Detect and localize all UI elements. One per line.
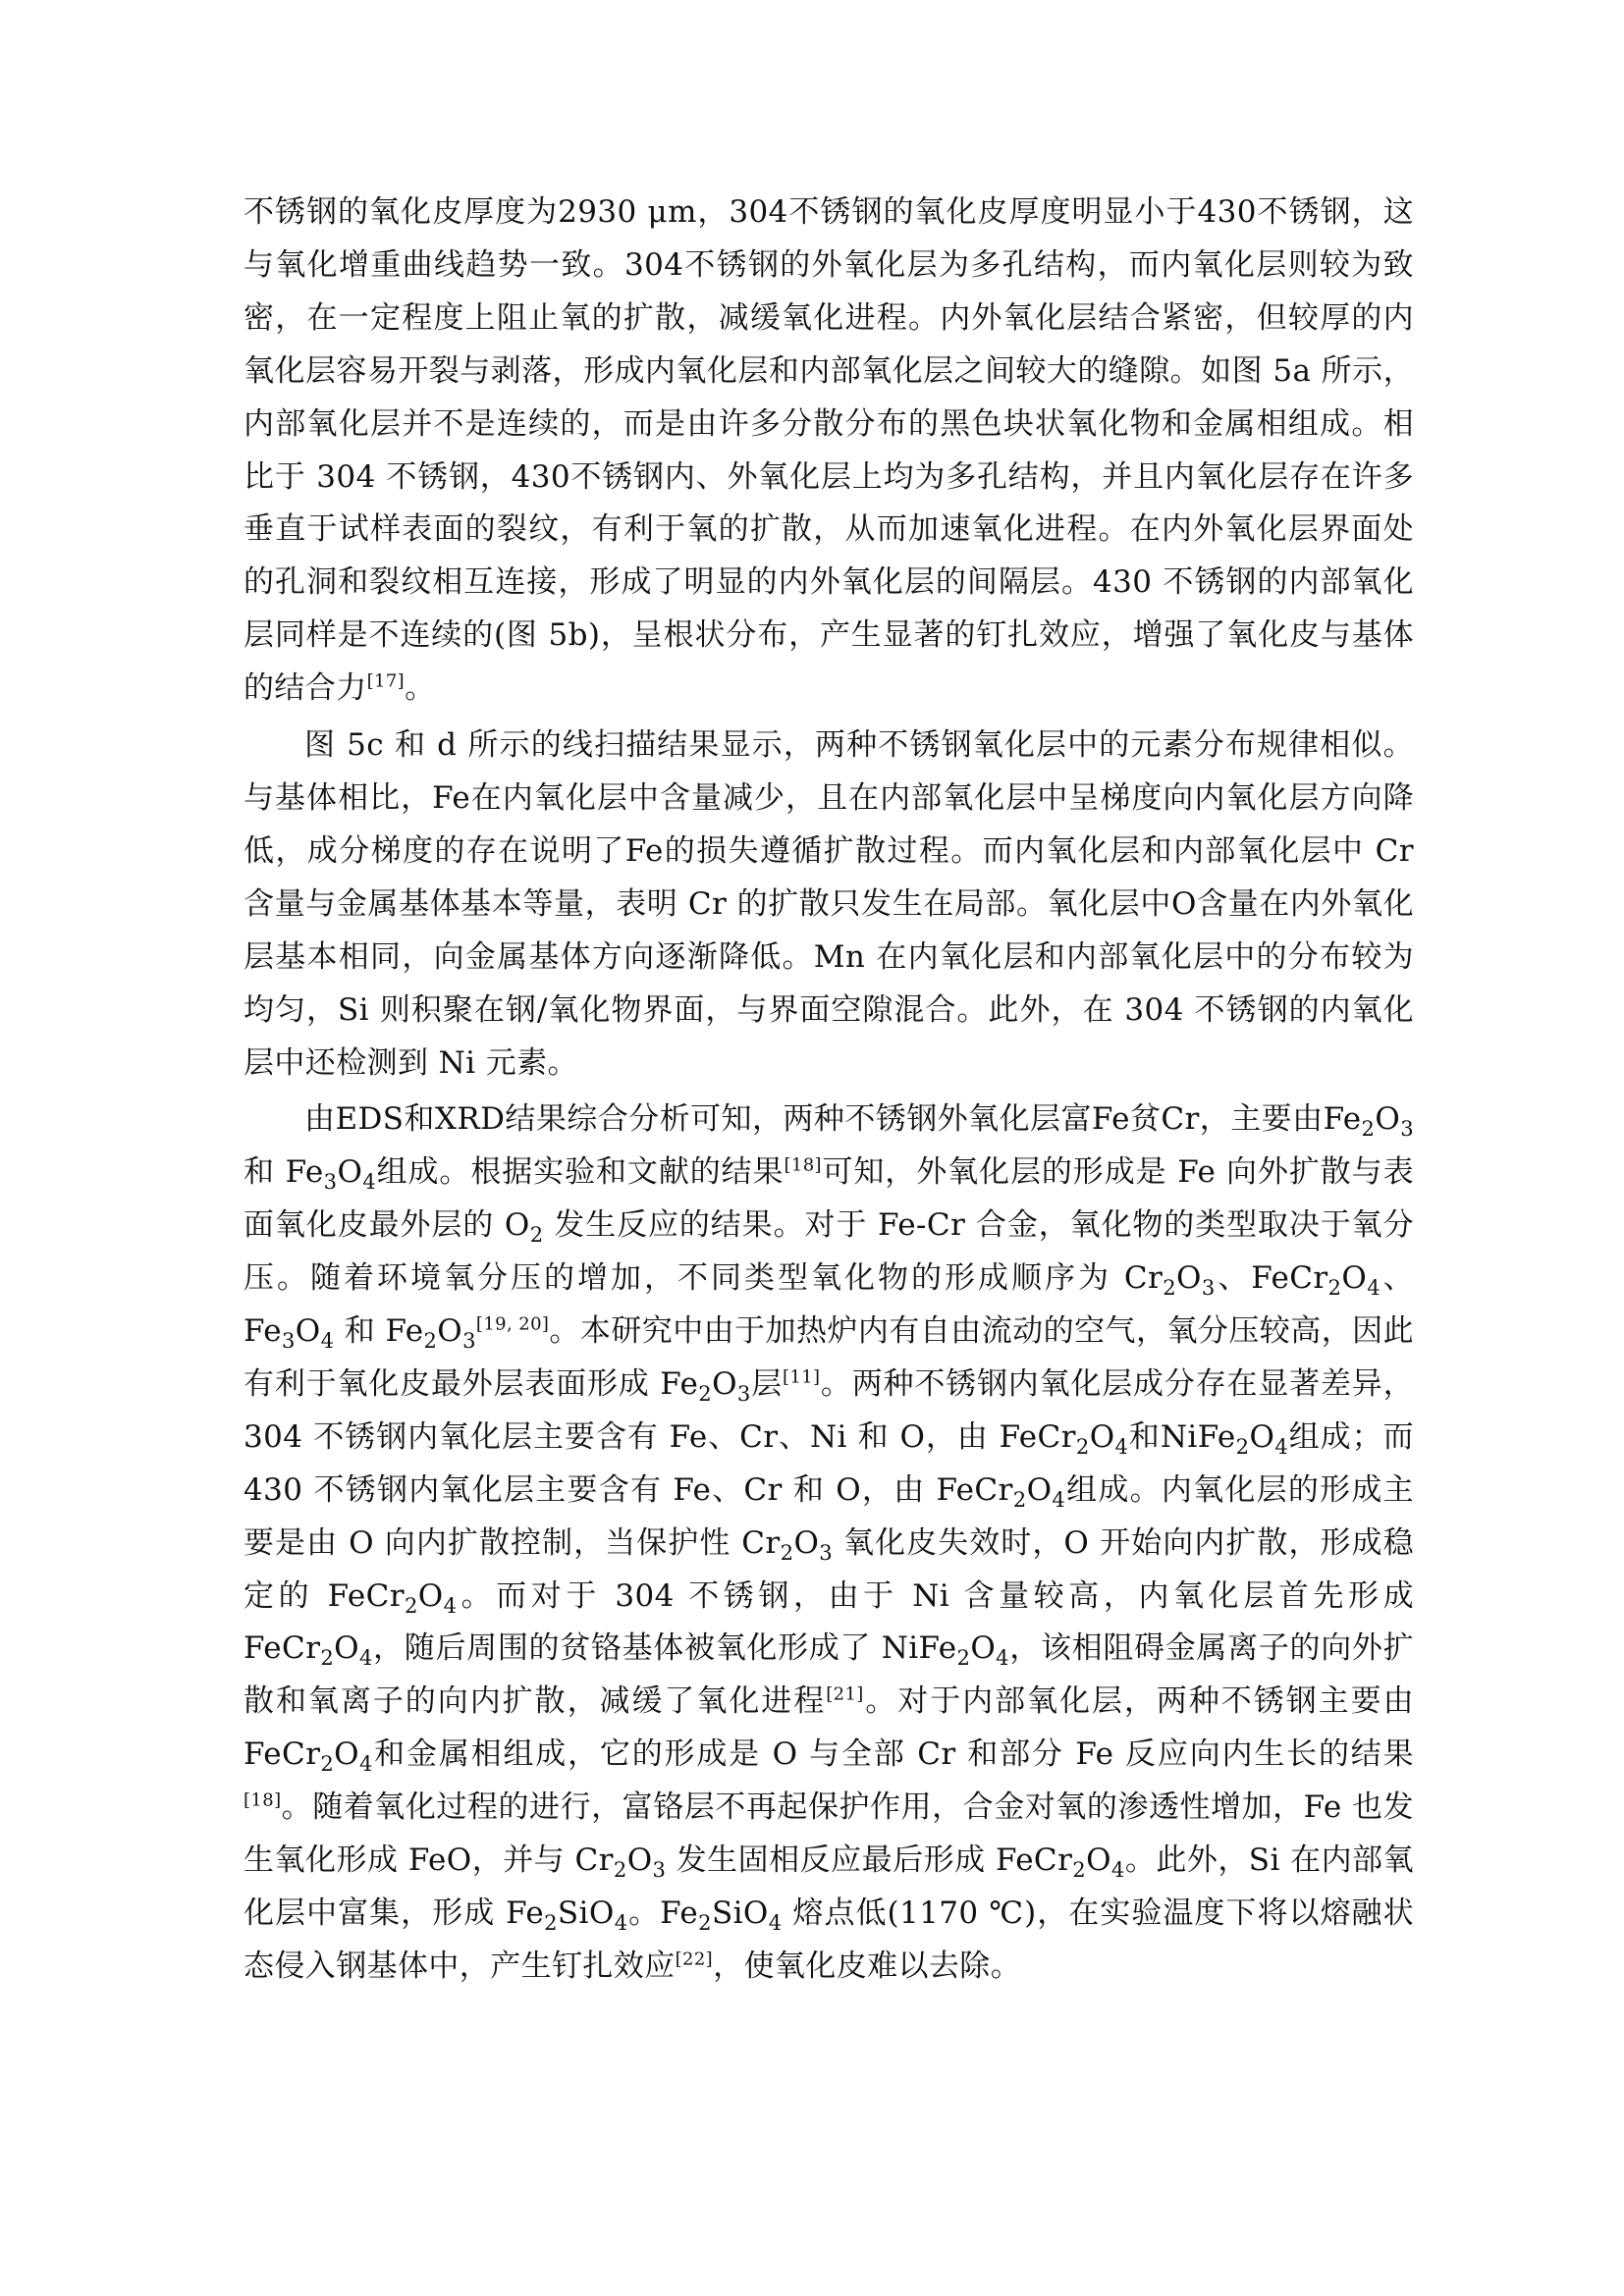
- chemical-subscript: 4: [1114, 1434, 1129, 1460]
- chemical-subscript: 3: [1400, 1116, 1414, 1142]
- text-run: O: [334, 1736, 359, 1773]
- paragraph-3: [244, 1094, 1414, 1993]
- text-run: 、Fe: [244, 1260, 1414, 1350]
- text-run: O: [1249, 1418, 1275, 1455]
- chemical-subscript: 2: [1012, 1486, 1027, 1512]
- text-run: ，该相阻碍金属离子的向外扩散和氧离子的向内扩散，减缓了氧化进程: [244, 1630, 1414, 1720]
- chemical-subscript: 2: [320, 1751, 335, 1777]
- text-run: O: [1176, 1260, 1202, 1297]
- text-run: 。: [405, 670, 436, 707]
- citation-ref: [22]: [675, 1949, 714, 1970]
- chemical-subscript: 2: [1235, 1434, 1250, 1460]
- chemical-subscript: 2: [1361, 1116, 1376, 1142]
- chemical-subscript: 4: [320, 1328, 335, 1354]
- text-run: O: [334, 1630, 359, 1667]
- citation-ref: [11]: [782, 1366, 821, 1388]
- text-run: 由EDS和XRD结果综合分析可知，两种不锈钢外氧化层富Fe贫Cr，主要由Fe: [304, 1101, 1362, 1138]
- text-run: 可知，外氧化层的形成是 Fe 向外扩散与表面氧化皮最外层的 O: [244, 1154, 1414, 1244]
- text-run: SiO: [711, 1896, 769, 1931]
- text-run: ，随后周围的贫铬基体被氧化形成了 NiFe: [372, 1630, 957, 1667]
- citation-ref: [18]: [784, 1154, 822, 1176]
- chemical-subscript: 4: [358, 1751, 373, 1777]
- text-run: 。随着氧化过程的进行，富铬层不再起保护作用，合金对氧的渗透性增加，Fe 也发生氧化形成 FeO，并与 Cr: [244, 1789, 1414, 1879]
- chemical-subscript: 3: [652, 1857, 667, 1883]
- chemical-subscript: 2: [1072, 1857, 1087, 1883]
- text-run: 和 Fe: [334, 1313, 424, 1350]
- chemical-subscript: 4: [614, 1910, 628, 1936]
- text-run: O: [1375, 1101, 1401, 1138]
- citation-ref: [18]: [244, 1789, 282, 1811]
- chemical-subscript: 2: [1163, 1275, 1176, 1301]
- citation-ref: [21]: [826, 1684, 864, 1706]
- text-run: 层: [750, 1365, 783, 1402]
- chemical-subscript: 2: [320, 1645, 335, 1671]
- text-run: O: [337, 1154, 363, 1191]
- chemical-subscript: 2: [404, 1592, 418, 1618]
- body-text: [244, 187, 1414, 1998]
- text-run: 和 Fe: [244, 1154, 324, 1191]
- chemical-subscript: 4: [768, 1910, 783, 1936]
- citation-ref: [19, 20]: [475, 1313, 550, 1335]
- text-run: O: [295, 1313, 321, 1350]
- chemical-subscript: 3: [281, 1328, 296, 1354]
- chemical-subscript: 2: [698, 1381, 713, 1407]
- text-run: O: [437, 1313, 463, 1350]
- chemical-subscript: 4: [1052, 1486, 1066, 1512]
- text-run: O: [970, 1630, 997, 1667]
- text-run: 组成。根据实验和文献的结果: [376, 1154, 785, 1191]
- chemical-subscript: 2: [529, 1222, 544, 1248]
- text-run: 。对于内部氧化层，两种不锈钢主要由 FeCr: [244, 1683, 1414, 1773]
- text-run: O: [712, 1365, 737, 1402]
- chemical-subscript: 4: [1274, 1434, 1289, 1460]
- text-run: 熔点低(1170 ℃)，在实验温度下将以熔融状态侵入钢基体中，产生钉扎效应: [244, 1896, 1414, 1984]
- chemical-subscript: 2: [423, 1328, 438, 1354]
- chemical-subscript: 2: [544, 1910, 558, 1936]
- text-run: SiO: [557, 1896, 615, 1931]
- text-run: 不锈钢的氧化皮厚度为2930 μm，304不锈钢的氧化皮厚度明显小于430不锈钢，这与氧化增重曲线趋势一致。304不锈钢的外氧化层为多孔结构，而内氧化层则较为致密，在一定程度上阻止氧的扩散，减缓氧化进程。内外氧化层结合紧密，但较厚的内氧化层容易开裂与剥落，形成内氧化层和内部氧化层之间较大的缝隙。如图 5a 所示，内部氧化层并不是连续的，而是由许多分散分布的黑色块状氧化物和金属相组成。相比于 304 不锈钢，430不锈钢内、外氧化层上均为多孔结构，并且内氧化层存在许多垂直于试样表面的裂纹，有利于氧的扩散，从而加速氧化进程。在内外氧化层界面处的孔洞和裂纹相互连接，形成了明显的内外氧化层的间隔层。430 不锈钢的内部氧化层同样是不连续的(图 5b)，呈根状分布，产生显著的钉扎效应，增强了氧化皮与基体的结合力: [244, 194, 1414, 707]
- text-run: 图 5c 和 d 所示的线扫描结果显示，两种不锈钢氧化层中的元素分布规律相似。与基体相比，Fe在内氧化层中含量减少，且在内部氧化层中呈梯度向内氧化层方向降低，成分梯度的存在说明了Fe的损失遵循扩散过程。而内氧化层和内部氧化层中 Cr 含量与金属基体基本等量，表明 Cr 的扩散只发生在局部。氧化层中O含量在内外氧化层基本相同，向金属基体方向逐渐降低。Mn 在内氧化层和内部氧化层中的分布较为均匀，Si 则积聚在钢/氧化物界面，与界面空隙混合。此外，在 304 不锈钢的内氧化层中还检测到 Ni 元素。: [244, 727, 1414, 1081]
- text-run: 。此外，Si 在内部氧化层中富集，形成 Fe: [244, 1842, 1414, 1931]
- chemical-subscript: 2: [1327, 1275, 1342, 1301]
- text-run: O: [1086, 1842, 1111, 1879]
- text-run: 、FeCr: [1215, 1260, 1328, 1297]
- chemical-subscript: 3: [736, 1381, 751, 1407]
- text-run: O: [1026, 1471, 1053, 1508]
- text-run: 。两种不锈钢内氧化层成分存在显著差异，304 不锈钢内氧化层主要含有 Fe、Cr、Ni 和 O，由 FeCr: [244, 1365, 1414, 1455]
- text-run: 发生反应的结果。对于 Fe-Cr 合金，氧化物的类型取决于氧分压。随着环境氧分压的增加，不同类型氧化物的形成顺序为 Cr: [244, 1207, 1414, 1297]
- text-run: O: [793, 1524, 820, 1561]
- text-run: 和金属相组成，它的形成是 O 与全部 Cr 和部分 Fe 反应向内生长的结果: [372, 1736, 1414, 1773]
- paragraph-1: [244, 187, 1414, 716]
- citation-ref: [17]: [366, 670, 406, 692]
- text-run: O: [1341, 1260, 1368, 1297]
- chemical-subscript: 2: [613, 1857, 627, 1883]
- chemical-subscript: 3: [1201, 1275, 1216, 1301]
- text-run: O: [417, 1577, 444, 1614]
- text-run: 。而对于 304 不锈钢，由于 Ni 含量较高，内氧化层首先形成 FeCr: [244, 1577, 1414, 1667]
- chemical-subscript: 2: [780, 1539, 794, 1565]
- chemical-subscript: 3: [819, 1539, 834, 1565]
- paragraph-2: [244, 720, 1414, 1090]
- chemical-subscript: 4: [1110, 1857, 1125, 1883]
- chemical-subscript: 4: [362, 1169, 377, 1195]
- chemical-subscript: 4: [443, 1592, 458, 1618]
- chemical-subscript: 2: [1075, 1434, 1090, 1460]
- text-run: 和NiFe: [1128, 1418, 1236, 1455]
- text-run: 氧化皮失效时，O 开始向内扩散，形成稳定的 FeCr: [244, 1524, 1414, 1614]
- text-run: ，使氧化皮难以去除。: [713, 1948, 1022, 1984]
- text-run: 组成。内氧化层的形成主要是由 O 向内扩散控制，当保护性 Cr: [244, 1471, 1414, 1561]
- chemical-subscript: 4: [358, 1645, 373, 1671]
- text-run: 发生固相反应最后形成 FeCr: [666, 1842, 1073, 1879]
- text-run: 。Fe: [627, 1896, 699, 1931]
- text-run: 组成；而 430 不锈钢内氧化层主要含有 Fe、Cr 和 O，由 FeCr: [244, 1418, 1414, 1508]
- chemical-subscript: 4: [996, 1645, 1009, 1671]
- chemical-subscript: 3: [462, 1328, 476, 1354]
- chemical-subscript: 2: [698, 1910, 712, 1936]
- chemical-subscript: 3: [323, 1169, 338, 1195]
- text-run: O: [626, 1842, 653, 1879]
- chemical-subscript: 4: [1367, 1275, 1380, 1301]
- text-run: O: [1089, 1418, 1115, 1455]
- text-run: 。本研究中由于加热炉内有自由流动的空气，氧分压较高，因此有利于氧化皮最外层表面形成 Fe: [244, 1313, 1415, 1402]
- chemical-subscript: 2: [956, 1645, 971, 1671]
